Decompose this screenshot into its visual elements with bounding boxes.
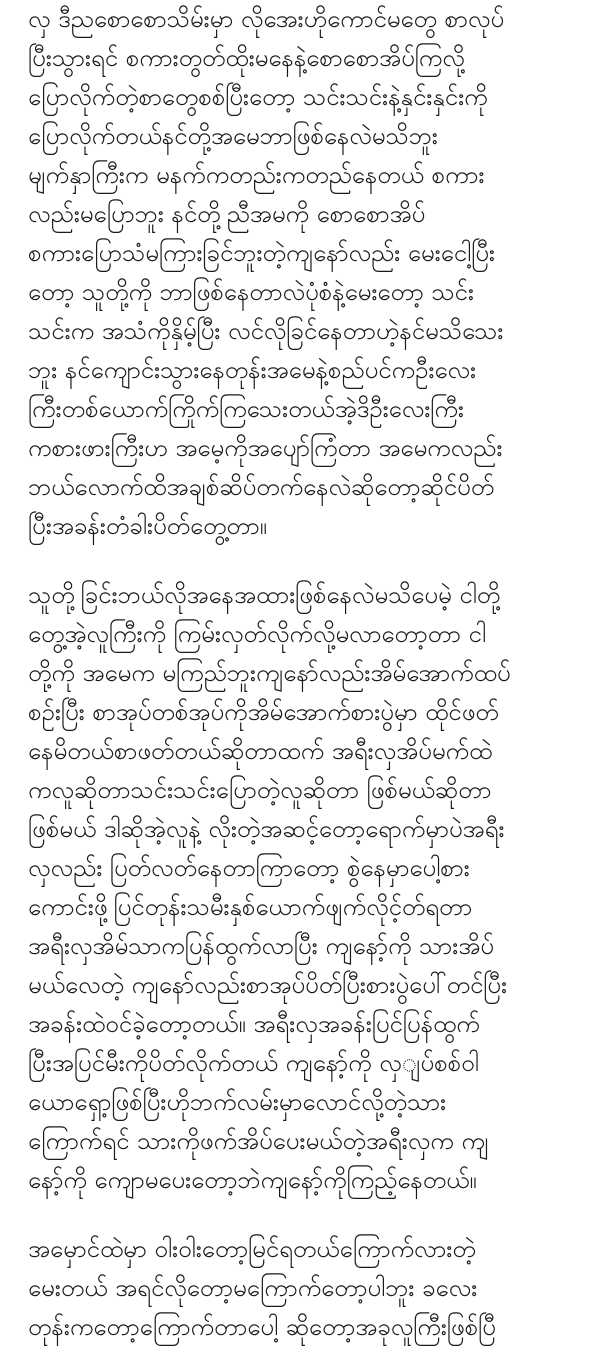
text-line: နော့်ကို ကျောမပေးတော့ဘဲကျနော့်ကိုကြည့်နေတယ်။ [28, 1166, 477, 1194]
text-line: တွေ့အဲ့လူကြီးကို ကြမ်းလှတ်လိုက်လို့မလာတော့တာ ငါ [28, 620, 486, 648]
text-line: စကားပြောသံမကြားခြင်ဘူးတဲ့ကျနော်လည်း မေးငေါ့ပြီး [28, 239, 496, 267]
text-line: နေမိတယ်စာဖတ်တယ်ဆိုတာထက် အရီးလှအိပ်မက်ထဲ [28, 737, 493, 765]
text-line: ကောင်းဖို့ပြင်တုန်းသမီးနှစ်ယောက်ဖျက်လိုင့်တ်ရတာ [28, 893, 473, 921]
text-line: လှ ဒီညစောစောသိမ်းမှာ လိုအေးဟိုကောင်မတွေ စာလုပ် [28, 5, 505, 33]
paragraph [28, 1230, 582, 1347]
text-line: ဘူး နင်ကျောင်းသွားနေတုန်းအမေနဲ့စည်ပင်ကဦးလေး [28, 356, 477, 384]
text-line: ကစားဖားကြီးဟ အမေ့ကိုအပျော်ကြံတာ အမေကလည်း [28, 434, 503, 462]
paragraph [28, 576, 582, 1200]
text-line: ပြောလိုက်တဲ့စာတွေစစ်ပြီးတော့ သင်းသင်းနဲ့နှင်းနှင်းကို [28, 83, 488, 111]
text-line: အခန်းထဲဝင်ခဲ့တော့တယ်။ အရီးလှအခန်းပြင်ပြန်ထွက် [28, 1010, 480, 1038]
text-line: အမှောင်ထဲမှာ ဝါးဝါးတော့မြင်ရတယ်ကြောက်လားတဲ့ [28, 1235, 476, 1263]
text-line: သင်းက အသံကိုနှိမ့်ပြီး လင်လိုခြင်နေတာဟဲ့နင်မသိသေး [28, 317, 504, 345]
text-line: ပြီးအပြင်မီးကိုပိတ်လိုက်တယ် ကျနော့်ကို လှျပ်စစ်ဝါ [28, 1049, 479, 1077]
text-line: တော့ သူတို့ကို ဘာဖြစ်နေတာလဲပုံစံနဲ့မေးတော့ သင်း [28, 278, 474, 306]
text-line: မျက်နှာကြီးက မနက်ကတည်းကတည်နေတယ် စကား [28, 161, 485, 189]
text-line: တို့ကို အမေက မကြည်ဘူးကျနော်လည်းအိမ်အောက်ထပ် [28, 659, 511, 687]
text-line: သူတို့ခြင်းဘယ်လိုအနေအထားဖြစ်နေလဲမသိပေမဲ့ ငါတို့ [28, 581, 501, 609]
text-line: မေးတယ် အရင်လိုတော့မကြောက်တော့ပါဘူး ခလေး [28, 1274, 478, 1302]
text-line: မယ်လေတဲ့ ကျနော်လည်းစာအုပ်ပိတ်ပြီးစားပွဲပေါ်တင်ပြီး [28, 971, 508, 999]
text-line: ကြီးတစ်ယောက်ကြိုက်ကြသေးတယ်အဲ့ဒိဦးလေးကြီး [28, 395, 464, 423]
text-line: လှလည်း ပြတ်လတ်နေတာကြာတော့ စွဲနေမှာပေါ့စား [28, 854, 470, 882]
paragraph [28, 0, 582, 546]
text-line: ပြောလိုက်တယ်နင်တို့အမေဘာဖြစ်နေလဲမသိဘူး [28, 122, 438, 150]
text-line: အရီးလှအိမ်သာကပြန်ထွက်လာပြီး ကျနော့်ကို သားအိပ် [28, 932, 494, 960]
text-line: စဥ်းပြီး စာအုပ်တစ်အုပ်ကိုအိမ်အောက်စားပွဲမှာ ထိုင်ဖတ် [28, 698, 499, 726]
text-line: ပြီးသွားရင် စကားတွတ်ထိုးမနေနဲ့စောစောအိပ်ကြလို့ [28, 44, 465, 72]
text-line: ဖြစ်မယ် ဒါဆိုအဲ့လူနဲ့ လိုးတဲ့အဆင့်တော့ရောက်မှာပဲအရီး [28, 815, 505, 843]
text-line: ပြီးအခန်းတံခါးပိတ်တွေ့တာ။ [28, 512, 267, 540]
text-line: ကလူဆိုတာသင်းသင်းပြောတဲ့လူဆိုတာ ဖြစ်မယ်ဆိုတာ [28, 776, 492, 804]
text-line: ကြောက်ရင် သားကိုဖက်အိပ်ပေးမယ်တဲ့အရီးလှက ကျ [28, 1127, 489, 1155]
text-line: ယောရှော့ဖြစ်ပြီးဟိုဘက်လမ်းမှာလောင်လို့တဲ့သား [28, 1088, 447, 1116]
text-line: လည်းမပြောဘူး နင်တို့ညီအမကို စောစောအိပ် [28, 200, 426, 228]
text-line: ဘယ်လောက်ထိအချစ်ဆိပ်တက်နေလဲဆိုတော့ဆိုင်ပိတ် [28, 473, 495, 501]
text-line: တုန်းကတော့ကြောက်တာပေါ့ ဆိုတော့အခုလူကြီးဖြစ်ပြီ [28, 1313, 496, 1341]
